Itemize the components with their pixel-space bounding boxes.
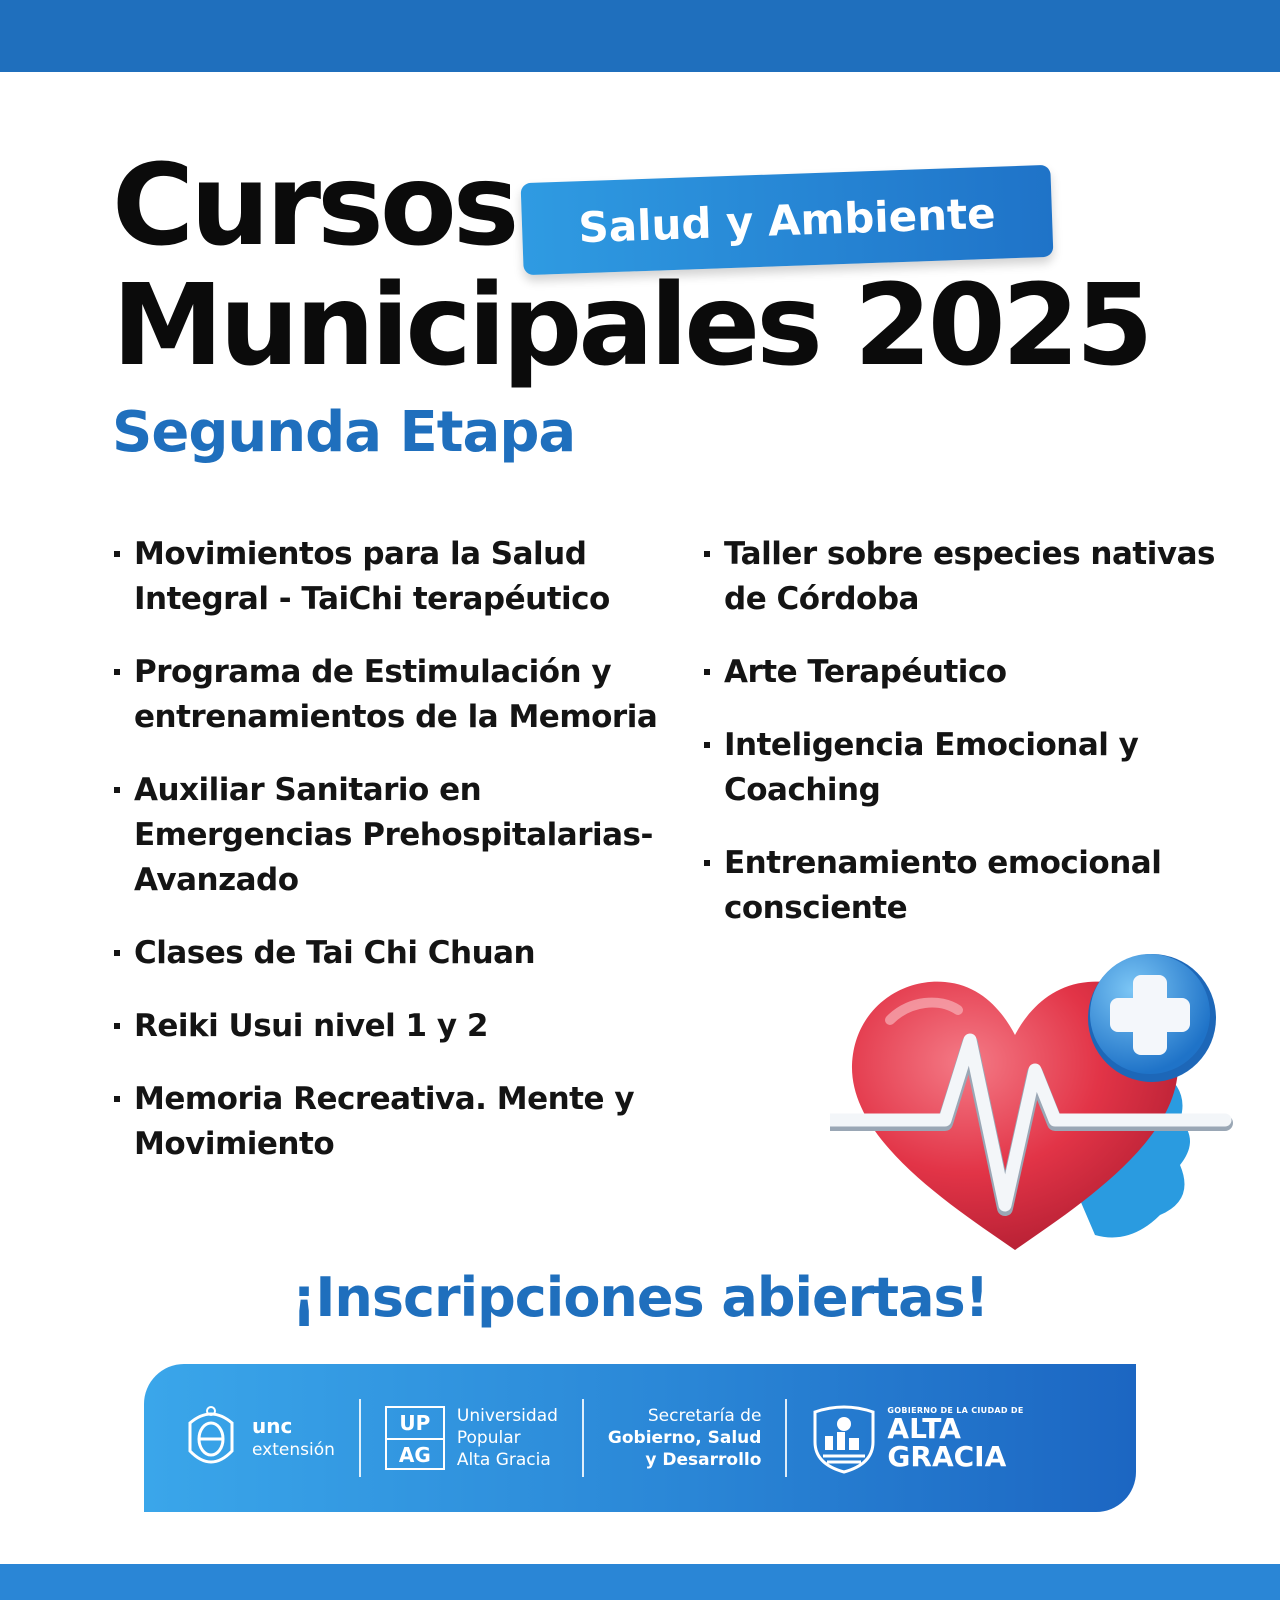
upag-letters-bottom: AG bbox=[398, 1443, 431, 1467]
divider bbox=[785, 1399, 787, 1477]
course-item: Clases de Tai Chi Chuan bbox=[112, 931, 672, 976]
unc-logo bbox=[184, 1364, 335, 1512]
heart-pulse-icon bbox=[830, 950, 1260, 1280]
unc-seal-icon bbox=[184, 1401, 238, 1475]
course-item: Taller sobre especies nativas de Córdoba bbox=[702, 532, 1242, 622]
upag-line3: Alta Gracia bbox=[456, 1450, 551, 1470]
upag-letters-top: UP bbox=[387, 1408, 443, 1440]
bottom-bar bbox=[0, 1564, 1280, 1600]
divider bbox=[582, 1399, 584, 1477]
secretaria-line3: y Desarrollo bbox=[645, 1450, 762, 1470]
alta-gracia-logo bbox=[811, 1364, 1023, 1512]
course-item: Reiki Usui nivel 1 y 2 bbox=[112, 1004, 672, 1049]
course-item: Arte Terapéutico bbox=[702, 650, 1242, 695]
alta-gracia-kicker: GOBIERNO DE LA CIUDAD DE bbox=[887, 1405, 1024, 1415]
title-municipales: Municipales 2025 bbox=[112, 261, 1150, 391]
registration-cta: ¡Inscripciones abiertas! bbox=[291, 1266, 989, 1329]
subtitle: Segunda Etapa bbox=[112, 400, 576, 465]
upag-logo bbox=[385, 1364, 558, 1512]
title-cursos: Cursos bbox=[112, 141, 516, 271]
course-item: Inteligencia Emocional y Coaching bbox=[702, 723, 1242, 813]
alta-gracia-line2: GRACIA bbox=[887, 1439, 1007, 1473]
category-tag bbox=[521, 165, 1054, 275]
alta-gracia-line1: ALTA bbox=[887, 1411, 961, 1445]
course-item: Entrenamiento emocional consciente bbox=[702, 841, 1242, 931]
course-list-right bbox=[702, 532, 1242, 959]
divider bbox=[359, 1399, 361, 1477]
upag-mark bbox=[385, 1406, 445, 1470]
upag-line2: Popular bbox=[456, 1428, 521, 1448]
upag-line1: Universidad bbox=[456, 1406, 558, 1426]
plus-badge-icon bbox=[1088, 954, 1216, 1082]
unc-label: unc bbox=[252, 1414, 293, 1438]
secretaria-logo bbox=[608, 1364, 762, 1512]
course-item: Programa de Estimulación y entrenamientos de la Memoria bbox=[112, 650, 672, 740]
course-item: Memoria Recreativa. Mente y Movimiento bbox=[112, 1077, 672, 1167]
unc-sub-label: extensión bbox=[252, 1440, 335, 1460]
course-list-left bbox=[112, 532, 672, 1195]
sponsor-footer bbox=[144, 1364, 1136, 1512]
category-tag-label: Salud y Ambiente bbox=[577, 188, 997, 252]
course-item: Movimientos para la Salud Integral - TaiChi terapéutico bbox=[112, 532, 672, 622]
secretaria-line2: Gobierno, Salud bbox=[607, 1428, 762, 1448]
course-item: Auxiliar Sanitario en Emergencias Prehospitalarias-Avanzado bbox=[112, 768, 672, 903]
alta-gracia-shield-icon bbox=[811, 1402, 877, 1474]
secretaria-line1: Secretaría de bbox=[647, 1406, 762, 1426]
top-bar bbox=[0, 0, 1280, 72]
